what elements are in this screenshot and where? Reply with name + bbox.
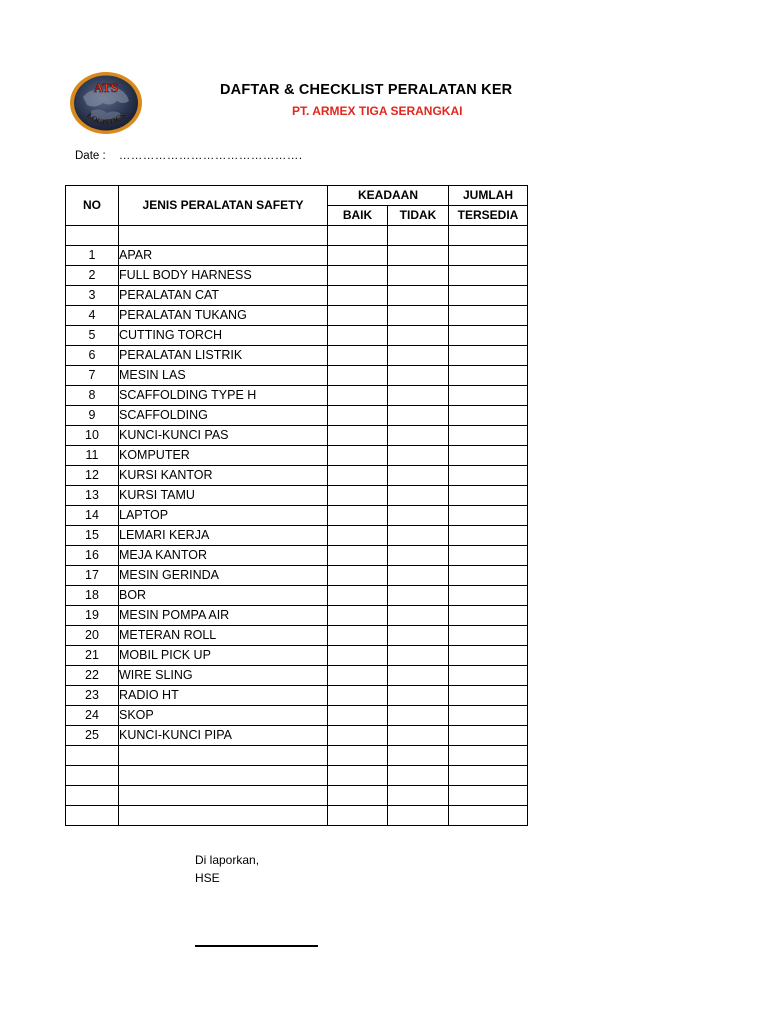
table-row xyxy=(66,226,528,246)
table-row xyxy=(66,266,528,286)
row-baik-cell[interactable] xyxy=(328,546,388,566)
header-keadaan: KEADAAN xyxy=(328,186,449,206)
row-equipment-name: METERAN ROLL xyxy=(119,626,328,646)
row-tidak-cell[interactable] xyxy=(388,446,449,466)
row-tidak-cell[interactable] xyxy=(388,586,449,606)
row-tidak-cell[interactable] xyxy=(388,626,449,646)
table-row xyxy=(66,506,528,526)
row-no: 25 xyxy=(66,726,119,746)
row-tidak-cell[interactable] xyxy=(388,646,449,666)
row-baik-cell[interactable] xyxy=(328,686,388,706)
row-baik-cell[interactable] xyxy=(328,386,388,406)
row-tidak-cell[interactable] xyxy=(388,406,449,426)
row-tersedia-cell[interactable] xyxy=(449,526,528,546)
row-baik-cell[interactable] xyxy=(328,666,388,686)
row-baik-cell[interactable] xyxy=(328,266,388,286)
row-tersedia-cell[interactable] xyxy=(449,406,528,426)
row-baik-cell[interactable] xyxy=(328,366,388,386)
row-no: 4 xyxy=(66,306,119,326)
row-tersedia-cell[interactable] xyxy=(449,286,528,306)
row-tersedia-cell[interactable] xyxy=(449,386,528,406)
row-no: 3 xyxy=(66,286,119,306)
row-tidak-cell[interactable] xyxy=(388,766,449,786)
row-baik-cell[interactable] xyxy=(328,486,388,506)
table-row xyxy=(66,246,528,266)
row-equipment-name: SKOP xyxy=(119,706,328,726)
row-tidak-cell[interactable] xyxy=(388,726,449,746)
table-row xyxy=(66,286,528,306)
row-tidak-cell[interactable] xyxy=(388,366,449,386)
row-baik-cell[interactable] xyxy=(328,746,388,766)
header-jumlah: JUMLAH xyxy=(449,186,528,206)
row-equipment-name xyxy=(119,766,328,786)
row-baik-cell[interactable] xyxy=(328,326,388,346)
row-equipment-name: KURSI TAMU xyxy=(119,486,328,506)
row-baik-cell[interactable] xyxy=(328,526,388,546)
row-tidak-cell[interactable] xyxy=(388,526,449,546)
header-jenis: JENIS PERALATAN SAFETY xyxy=(119,186,328,226)
row-tidak-cell[interactable] xyxy=(388,786,449,806)
row-tidak-cell[interactable] xyxy=(388,686,449,706)
row-tersedia-cell[interactable] xyxy=(449,446,528,466)
row-no xyxy=(66,746,119,766)
table-row xyxy=(66,466,528,486)
row-tersedia-cell[interactable] xyxy=(449,726,528,746)
row-no: 11 xyxy=(66,446,119,466)
row-equipment-name: SCAFFOLDING xyxy=(119,406,328,426)
table-row xyxy=(66,606,528,626)
header-tersedia: TERSEDIA xyxy=(449,206,528,226)
row-no xyxy=(66,786,119,806)
row-tersedia-cell[interactable] xyxy=(449,786,528,806)
row-tidak-cell[interactable] xyxy=(388,246,449,266)
row-tersedia-cell[interactable] xyxy=(449,346,528,366)
table-row xyxy=(66,706,528,726)
row-equipment-name: PERALATAN TUKANG xyxy=(119,306,328,326)
table-row xyxy=(66,686,528,706)
row-equipment-name: MESIN GERINDA xyxy=(119,566,328,586)
row-baik-cell[interactable] xyxy=(328,806,388,826)
row-tersedia-cell[interactable] xyxy=(449,426,528,446)
table-row xyxy=(66,626,528,646)
row-equipment-name: PERALATAN CAT xyxy=(119,286,328,306)
table-row xyxy=(66,406,528,426)
row-tersedia-cell[interactable] xyxy=(449,646,528,666)
date-row xyxy=(75,150,303,162)
row-no: 10 xyxy=(66,426,119,446)
row-tersedia-cell[interactable] xyxy=(449,766,528,786)
table-row xyxy=(66,766,528,786)
row-equipment-name: MESIN POMPA AIR xyxy=(119,606,328,626)
row-tersedia-cell[interactable] xyxy=(449,466,528,486)
row-no: 16 xyxy=(66,546,119,566)
row-no: 1 xyxy=(66,246,119,266)
header-tidak: TIDAK xyxy=(388,206,449,226)
row-no: 13 xyxy=(66,486,119,506)
row-baik-cell[interactable] xyxy=(328,306,388,326)
table-row xyxy=(66,586,528,606)
row-tersedia-cell[interactable] xyxy=(449,586,528,606)
row-no: 19 xyxy=(66,606,119,626)
table-row xyxy=(66,546,528,566)
table-row xyxy=(66,666,528,686)
row-equipment-name: MESIN LAS xyxy=(119,366,328,386)
row-tersedia-cell[interactable] xyxy=(449,566,528,586)
row-equipment-name: PERALATAN LISTRIK xyxy=(119,346,328,366)
row-tidak-cell[interactable] xyxy=(388,706,449,726)
row-baik-cell[interactable] xyxy=(328,606,388,626)
row-tersedia-cell[interactable] xyxy=(449,666,528,686)
row-no: 2 xyxy=(66,266,119,286)
row-no: 7 xyxy=(66,366,119,386)
company-logo xyxy=(69,71,143,135)
svg-text:LOGISTICS: LOGISTICS xyxy=(85,110,128,128)
table-row xyxy=(66,646,528,666)
row-tidak-cell[interactable] xyxy=(388,386,449,406)
row-no: 14 xyxy=(66,506,119,526)
svg-text:ATS: ATS xyxy=(93,80,119,95)
row-tersedia-cell[interactable] xyxy=(449,486,528,506)
row-equipment-name: FULL BODY HARNESS xyxy=(119,266,328,286)
row-equipment-name: WIRE SLING xyxy=(119,666,328,686)
row-equipment-name: MOBIL PICK UP xyxy=(119,646,328,666)
row-tidak-cell[interactable] xyxy=(388,566,449,586)
row-no: 21 xyxy=(66,646,119,666)
table-row xyxy=(66,806,528,826)
row-no: 15 xyxy=(66,526,119,546)
table-row xyxy=(66,386,528,406)
row-tersedia-cell[interactable] xyxy=(449,806,528,826)
table-row xyxy=(66,526,528,546)
row-baik-cell[interactable] xyxy=(328,346,388,366)
table-row xyxy=(66,726,528,746)
table-row xyxy=(66,346,528,366)
row-baik-cell[interactable] xyxy=(328,426,388,446)
row-baik-cell[interactable] xyxy=(328,626,388,646)
row-tidak-cell[interactable] xyxy=(388,306,449,326)
row-no xyxy=(66,806,119,826)
row-baik-cell[interactable] xyxy=(328,766,388,786)
row-tidak-cell[interactable] xyxy=(388,666,449,686)
row-tersedia-cell[interactable] xyxy=(449,326,528,346)
row-no: 8 xyxy=(66,386,119,406)
row-equipment-name: APAR xyxy=(119,246,328,266)
row-equipment-name: SCAFFOLDING TYPE H xyxy=(119,386,328,406)
row-tidak-cell[interactable] xyxy=(388,746,449,766)
row-baik-cell[interactable] xyxy=(328,646,388,666)
row-tersedia-cell[interactable] xyxy=(449,226,528,246)
row-equipment-name: LEMARI KERJA xyxy=(119,526,328,546)
row-tidak-cell[interactable] xyxy=(388,606,449,626)
row-equipment-name: KOMPUTER xyxy=(119,446,328,466)
row-no xyxy=(66,226,119,246)
row-baik-cell[interactable] xyxy=(328,466,388,486)
row-tersedia-cell[interactable] xyxy=(449,266,528,286)
row-equipment-name: CUTTING TORCH xyxy=(119,326,328,346)
row-no: 18 xyxy=(66,586,119,606)
row-baik-cell[interactable] xyxy=(328,706,388,726)
row-baik-cell[interactable] xyxy=(328,566,388,586)
row-equipment-name xyxy=(119,746,328,766)
row-no: 6 xyxy=(66,346,119,366)
row-equipment-name: RADIO HT xyxy=(119,686,328,706)
row-baik-cell[interactable] xyxy=(328,786,388,806)
row-tidak-cell[interactable] xyxy=(388,466,449,486)
row-tidak-cell[interactable] xyxy=(388,426,449,446)
row-tidak-cell[interactable] xyxy=(388,806,449,826)
company-name: PT. ARMEX TIGA SERANGKAI xyxy=(292,104,463,118)
table-row xyxy=(66,486,528,506)
reported-role: HSE xyxy=(195,871,220,885)
row-tidak-cell[interactable] xyxy=(388,346,449,366)
row-baik-cell[interactable] xyxy=(328,446,388,466)
date-field[interactable]: ………………………………………. xyxy=(118,150,303,162)
row-tidak-cell[interactable] xyxy=(388,546,449,566)
row-baik-cell[interactable] xyxy=(328,286,388,306)
row-tersedia-cell[interactable] xyxy=(449,686,528,706)
table-row xyxy=(66,746,528,766)
table-row xyxy=(66,326,528,346)
row-tidak-cell[interactable] xyxy=(388,266,449,286)
row-no: 23 xyxy=(66,686,119,706)
reported-block xyxy=(195,851,259,887)
table-row xyxy=(66,566,528,586)
reported-label: Di laporkan, xyxy=(195,853,260,867)
table-row xyxy=(66,426,528,446)
row-baik-cell[interactable] xyxy=(328,506,388,526)
table-row xyxy=(66,786,528,806)
row-tersedia-cell[interactable] xyxy=(449,506,528,526)
row-baik-cell[interactable] xyxy=(328,246,388,266)
row-tersedia-cell[interactable] xyxy=(449,246,528,266)
row-no: 12 xyxy=(66,466,119,486)
row-equipment-name xyxy=(119,226,328,246)
row-no: 5 xyxy=(66,326,119,346)
row-tidak-cell[interactable] xyxy=(388,486,449,506)
table-row xyxy=(66,446,528,466)
table-row xyxy=(66,306,528,326)
row-tidak-cell[interactable] xyxy=(388,326,449,346)
row-tersedia-cell[interactable] xyxy=(449,706,528,726)
row-baik-cell[interactable] xyxy=(328,226,388,246)
row-baik-cell[interactable] xyxy=(328,406,388,426)
table-row xyxy=(66,366,528,386)
row-equipment-name xyxy=(119,806,328,826)
page-title: DAFTAR & CHECKLIST PERALATAN KER xyxy=(220,82,513,98)
row-equipment-name: KUNCI-KUNCI PAS xyxy=(119,426,328,446)
signature-line[interactable] xyxy=(195,945,318,947)
row-tersedia-cell[interactable] xyxy=(449,306,528,326)
row-equipment-name: KURSI KANTOR xyxy=(119,466,328,486)
row-tersedia-cell[interactable] xyxy=(449,366,528,386)
row-equipment-name: BOR xyxy=(119,586,328,606)
row-baik-cell[interactable] xyxy=(328,586,388,606)
row-no: 17 xyxy=(66,566,119,586)
equipment-checklist-table xyxy=(65,185,528,826)
row-tidak-cell[interactable] xyxy=(388,506,449,526)
header-baik: BAIK xyxy=(328,206,388,226)
row-equipment-name: MEJA KANTOR xyxy=(119,546,328,566)
row-tidak-cell[interactable] xyxy=(388,286,449,306)
row-equipment-name: KUNCI-KUNCI PIPA xyxy=(119,726,328,746)
header-no: NO xyxy=(66,186,119,226)
row-tersedia-cell[interactable] xyxy=(449,746,528,766)
row-equipment-name xyxy=(119,786,328,806)
row-no: 24 xyxy=(66,706,119,726)
row-no: 22 xyxy=(66,666,119,686)
row-no xyxy=(66,766,119,786)
row-equipment-name: LAPTOP xyxy=(119,506,328,526)
row-tidak-cell[interactable] xyxy=(388,226,449,246)
date-label: Date : xyxy=(75,150,106,162)
row-tersedia-cell[interactable] xyxy=(449,626,528,646)
row-baik-cell[interactable] xyxy=(328,726,388,746)
row-no: 20 xyxy=(66,626,119,646)
row-tersedia-cell[interactable] xyxy=(449,606,528,626)
row-no: 9 xyxy=(66,406,119,426)
row-tersedia-cell[interactable] xyxy=(449,546,528,566)
